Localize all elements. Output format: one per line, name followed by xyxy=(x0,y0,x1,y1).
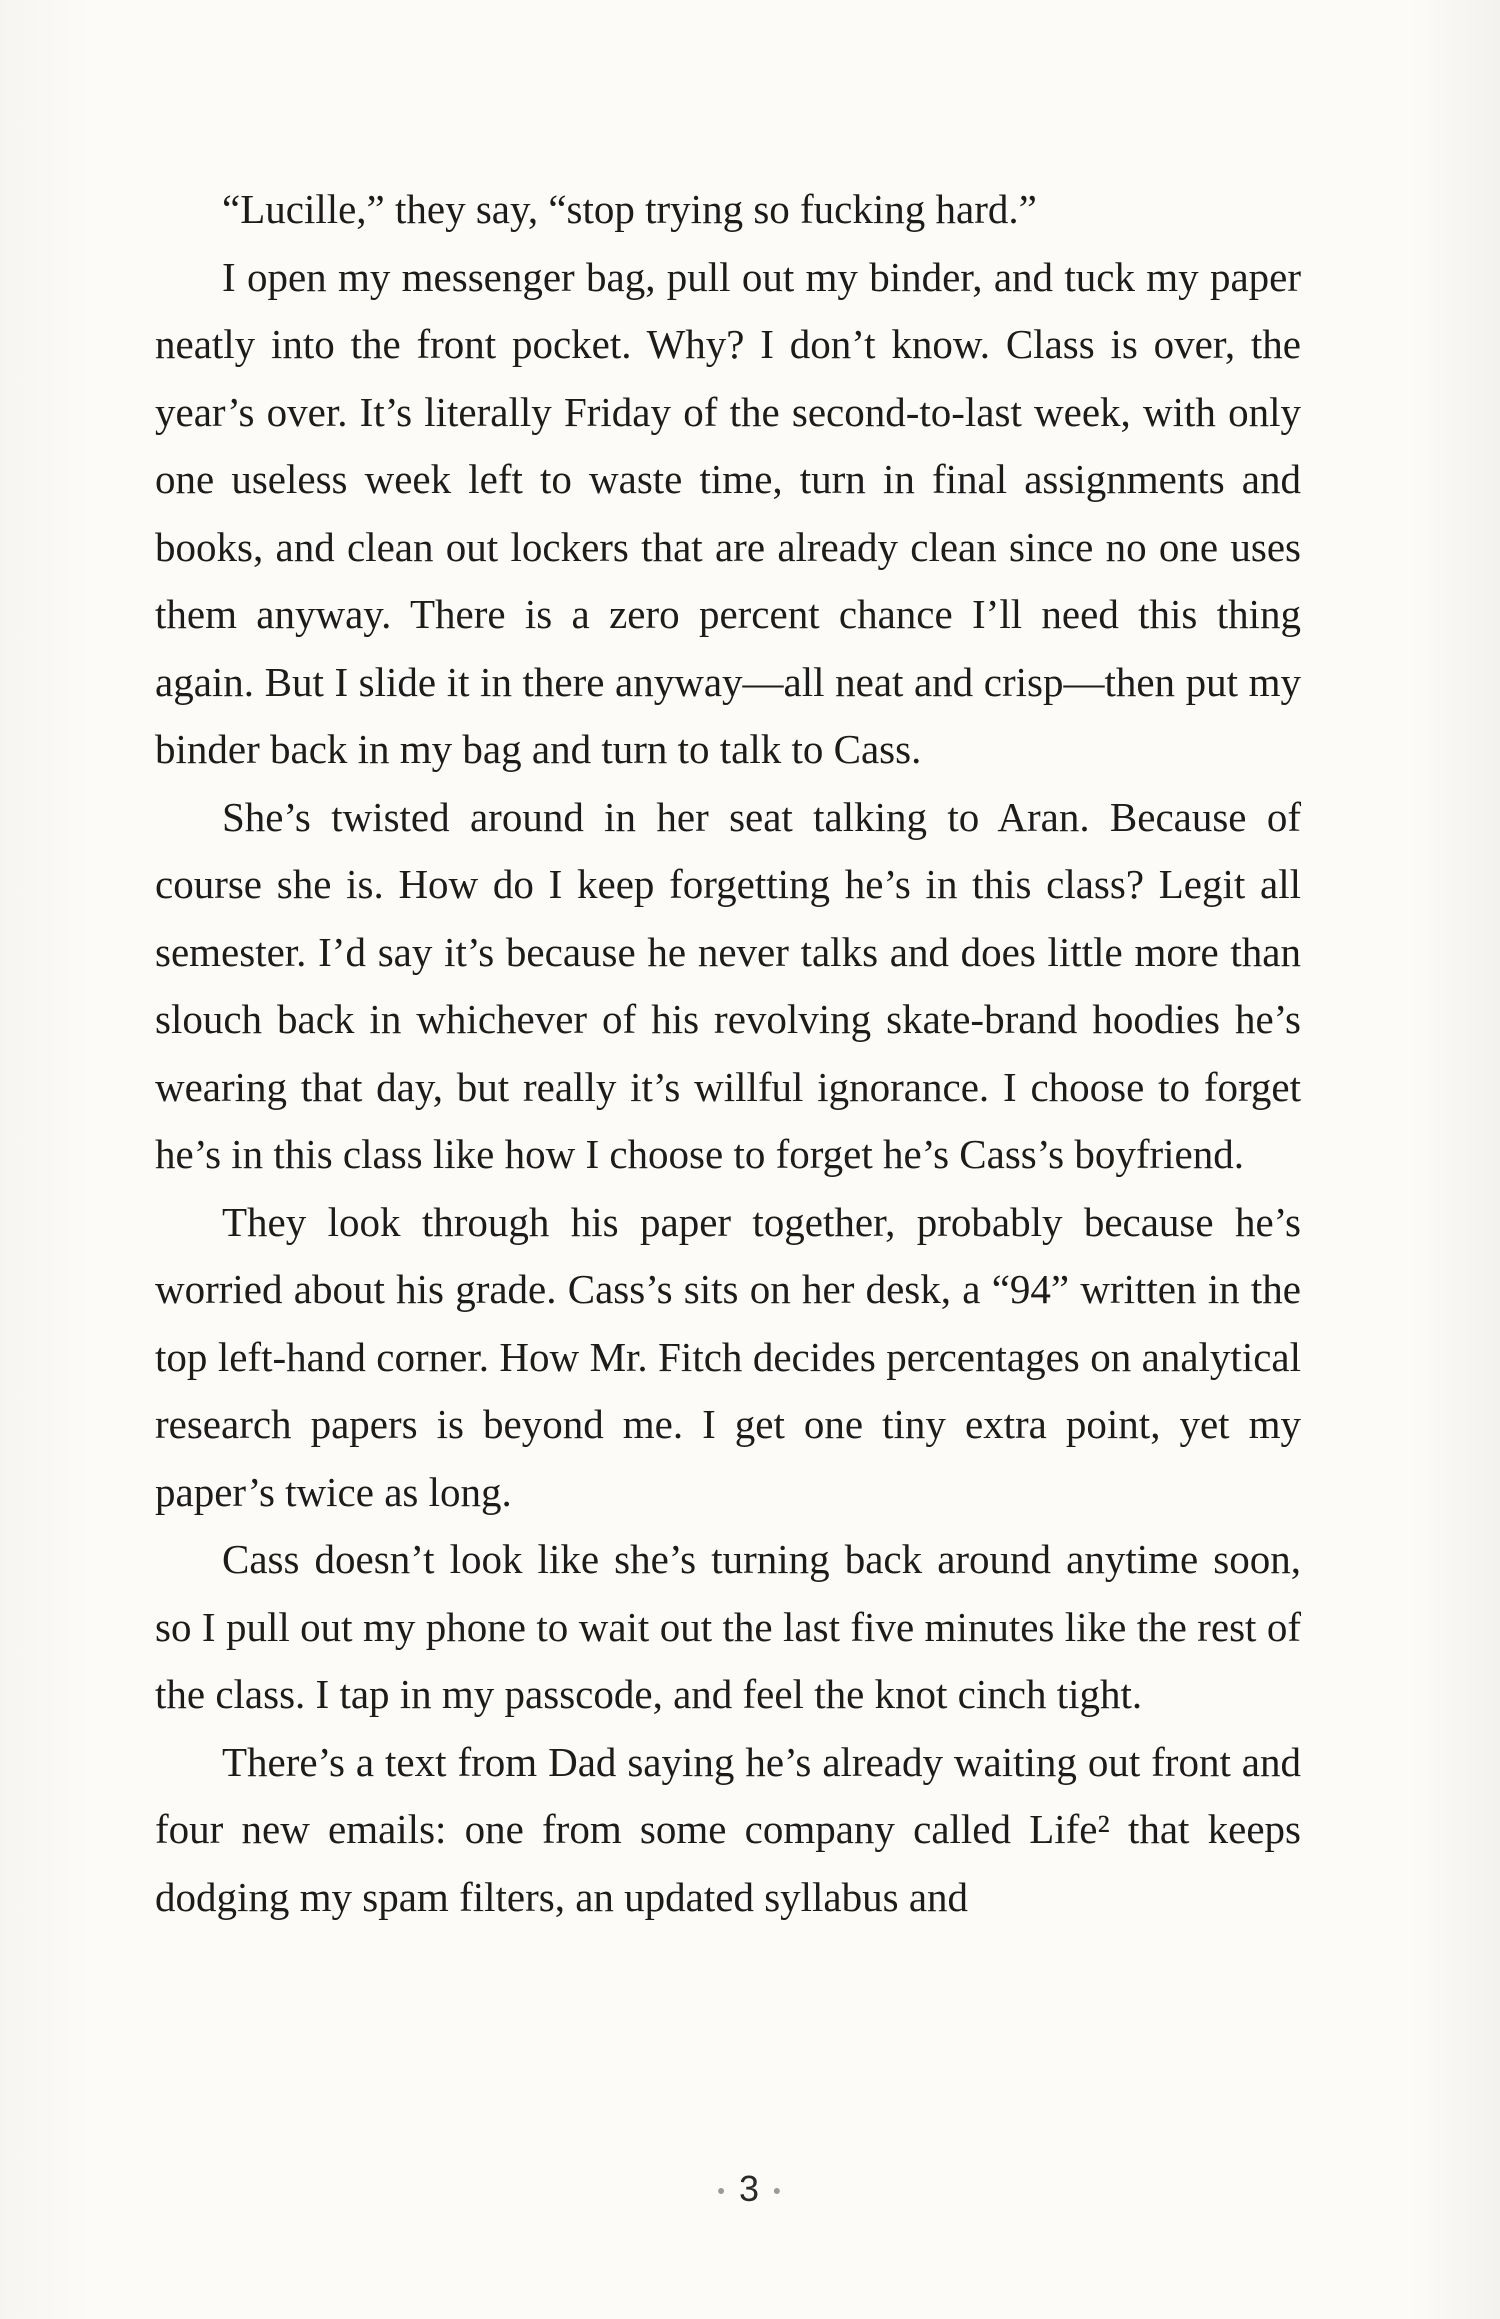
paragraph: She’s twisted around in her seat talking to Aran. Because of course she is. How do I keep forgetting he’s in this class? Legit all semester. I’d say it’s because he never talks and does little more than slouch back in whichever of his revolving skate-brand hoodies he’s wearing that day, but really it’s willful ignorance. I choose to forget he’s in this class like how I choose to forget he’s Cass’s boyfriend. xyxy=(155,793,1301,1177)
paragraph: They look through his paper together, probably because he’s worried about his grade. Cass’s sits on her desk, a “94” written in the top left-hand corner. How Mr. Fitch decides percentages on analytical research papers is beyond me. I get one tiny extra point, yet my paper’s twice as long. xyxy=(155,1198,1301,1515)
paragraph: There’s a text from Dad saying he’s already waiting out front and four new emails: one from some company called Life² that keeps dodging my spam filters, an updated syllabus and xyxy=(155,1738,1301,1920)
page-number: 3 xyxy=(738,2168,762,2209)
body-text xyxy=(155,176,1301,1931)
paragraph: “Lucille,” they say, “stop trying so fucking hard.” xyxy=(222,186,1037,232)
bullet-icon: • xyxy=(717,2178,727,2204)
bullet-icon: • xyxy=(773,2178,783,2204)
paragraph: I open my messenger bag, pull out my binder, and tuck my paper neatly into the front pocket. Why? I don’t know. Class is over, the year’s over. It’s literally Friday of the second-to-last week, with only one useless week left to waste time, turn in final assignments and books, and clean out lockers that are already clean since no one uses them anyway. There is a zero percent chance I’ll need this thing again. But I slide it in there anyway—all neat and crisp—then put my binder back in my bag and turn to talk to Cass. xyxy=(155,253,1301,772)
page-number-footer xyxy=(0,2168,1500,2210)
paragraph: Cass doesn’t look like she’s turning back around anytime soon, so I pull out my phone to wait out the last five minutes like the rest of the class. I tap in my passcode, and feel the knot cinch tight. xyxy=(155,1536,1301,1717)
